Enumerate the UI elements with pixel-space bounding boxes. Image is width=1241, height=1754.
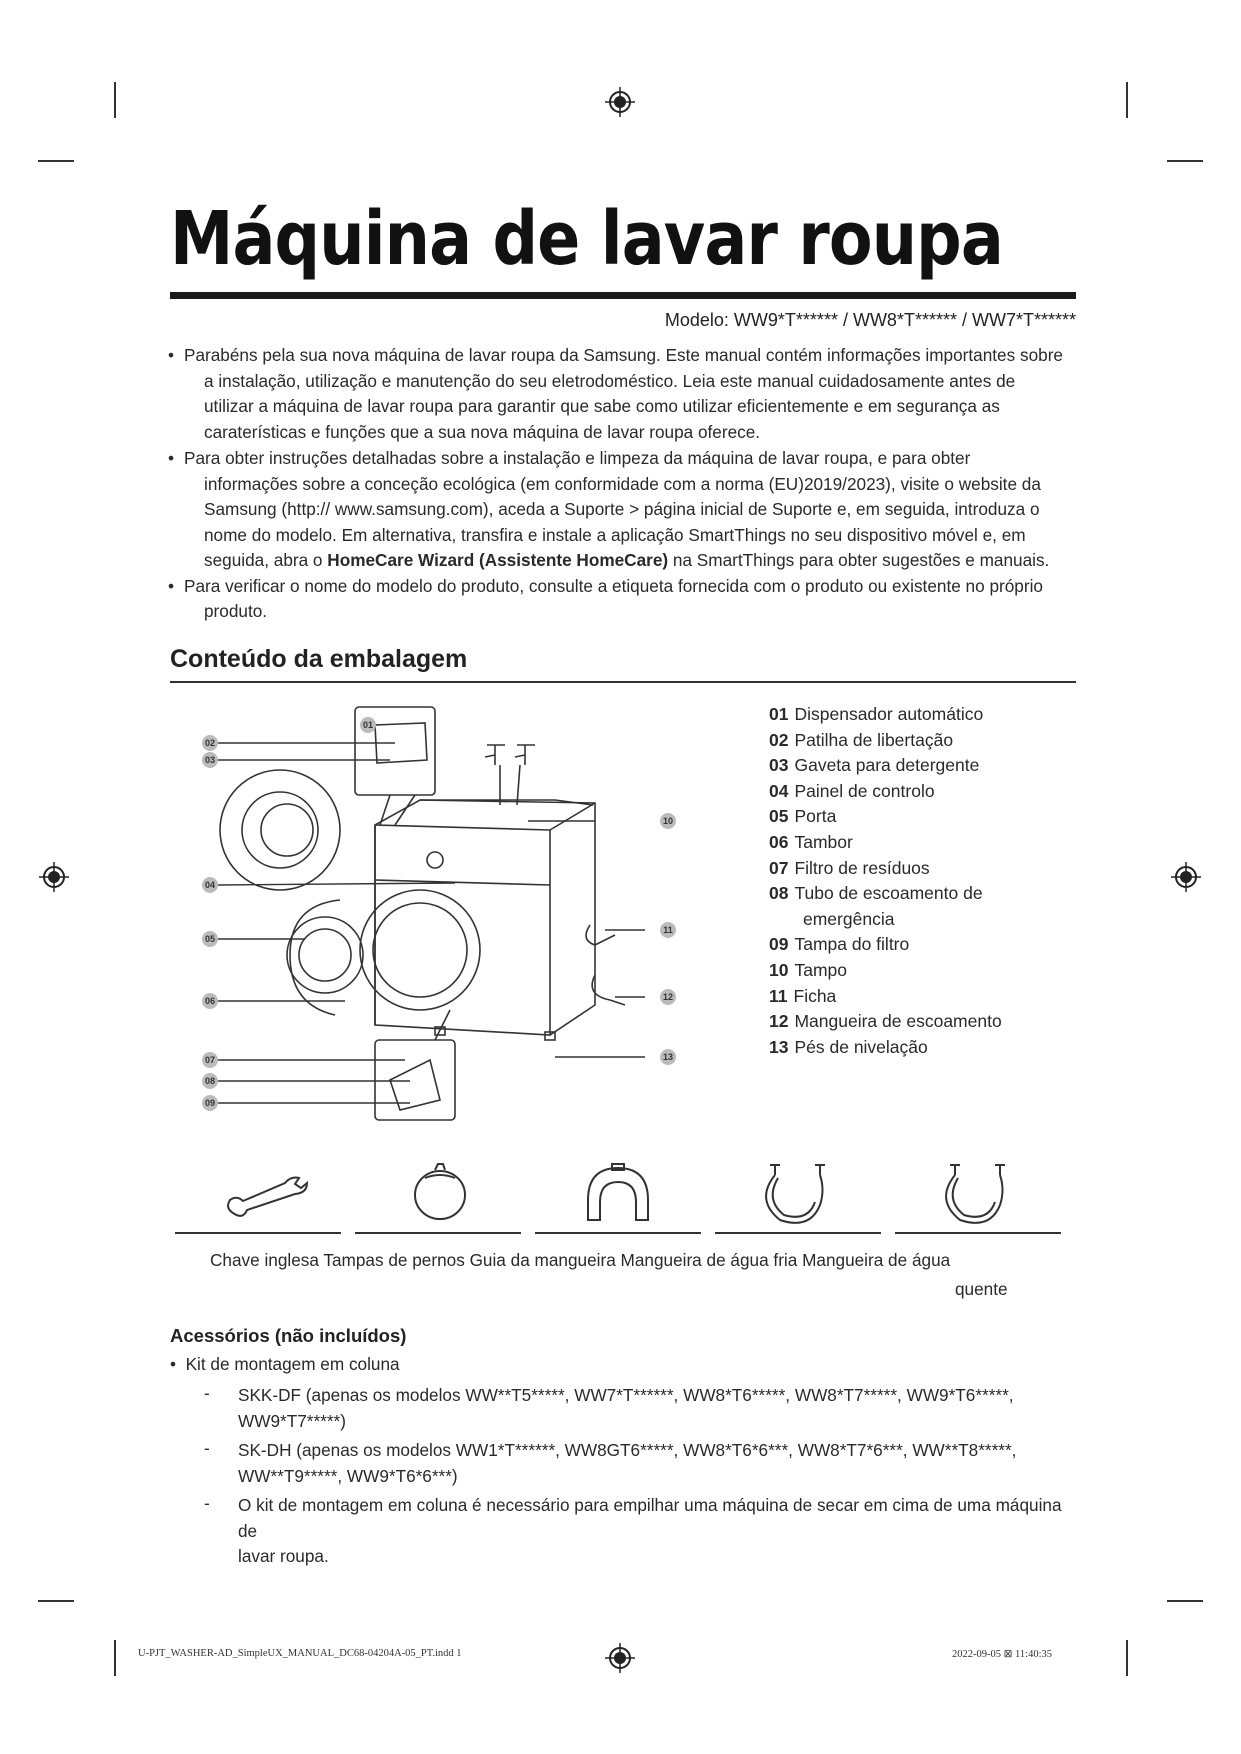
callout-11 [660,922,676,938]
crop-mark [38,160,74,162]
callout-12 [660,989,676,1005]
intro-item: • Para obter instruções detalhadas sobre a instalação e limpeza da máquina de lavar roupa, e para obter informações sobre a conceção ecológica (em conformidade com a norma (EU)2019/2023), visite o website da Samsung (http:// www.samsung.com), aceda a Suporte > página inicial de Suporte e, em seguida, introduza o nome do modelo. Em alternativa, transfira e instale a aplicação SmartThings no seu dispositivo móvel e, em seguida, abra o HomeCare Wizard (Assistente HomeCare) na SmartThings para obter sugestões e manuais. [168,448,1050,570]
svg-text:01: 01 [362,720,374,730]
callout-02 [202,735,218,751]
model-line: Modelo: WW9*T****** / WW8*T****** / WW7*T****** [664,310,1076,330]
callout-04 [202,877,218,893]
list-item: 07 Filtro de resíduos [769,857,930,878]
dash-marker: - [204,1383,210,1403]
callout-10 [660,813,676,829]
cold-water-hose-icon [760,1160,840,1230]
accessory-divider [715,1232,881,1234]
list-item: 01 Dispensador automático [769,704,984,724]
crop-mark [1167,160,1203,162]
dash-marker: - [204,1493,210,1513]
crop-mark [38,1600,74,1602]
svg-text:10: 10 [662,816,674,826]
diagram-callouts [195,705,695,1130]
list-item: 05 Porta [769,806,837,827]
kit-model-item: SK-DH (apenas os modelos WW1*T******, WW8GT6*****, WW8*T6*6***, WW8*T7*6***, WW**T8*****, WW**T9*****, WW9*T6*6***) [238,1440,1017,1486]
callout-05 [202,931,218,947]
list-item: 09 Tampa do filtro [769,934,910,955]
subsection-heading: Acessórios (não incluídos) [170,1325,407,1346]
crop-mark [114,1640,116,1676]
registration-mark-icon [1171,862,1201,892]
accessory-divider [535,1232,701,1234]
svg-text:04: 04 [204,880,216,890]
accessory-divider [895,1232,1061,1234]
svg-text:02: 02 [204,738,216,748]
svg-text:05: 05 [204,934,216,944]
crop-mark [1167,1600,1203,1602]
footer-timestamp: 2022-09-05 ⊠ 11:40:35 [952,1649,1052,1660]
page-title: Máquina de lavar roupa [170,196,1003,282]
title-rule [170,292,1076,299]
svg-text:12: 12 [662,992,674,1002]
kit-model-item: SKK-DF (apenas os modelos WW**T5*****, WW7*T******, WW8*T6*****, WW8*T7*****, WW9*T6*****, WW9*T7*****) [238,1385,1014,1431]
callout-01 [360,717,376,733]
callout-08 [202,1073,218,1089]
svg-text:03: 03 [204,755,216,765]
parts-list [769,702,1002,1060]
intro-item: • Para verificar o nome do modelo do produto, consulte a etiqueta fornecida com o produto ou existente no próprio produto. [168,575,1043,621]
hose-guide-icon [578,1160,658,1228]
crop-mark [1126,1640,1128,1676]
accessory-captions: Chave inglesa Tampas de pernos Guia da mangueira Mangueira de água fria Mangueira de água [210,1250,951,1270]
spanner-icon [215,1168,315,1228]
intro-item: • Parabéns pela sua nova máquina de lavar roupa da Samsung. Este manual contém informações importantes sobre a instalação, utilização e manutenção do seu eletrodoméstico. Leia este manual cuidadosamente antes de utilizar a máquina de lavar roupa para garantir que sabe como utilizar eficientemente e em segurança as caraterísticas e funções que a sua nova máquina de lavar roupa oferece. [168,345,1063,442]
accessory-caption-cont: quente [955,1279,1008,1299]
registration-mark-icon [605,1643,635,1673]
callout-13 [660,1049,676,1065]
hot-water-hose-icon [940,1160,1020,1230]
svg-text:09: 09 [204,1098,216,1108]
kit-item: • Kit de montagem em coluna [170,1354,400,1374]
list-item: 02 Patilha de libertação [769,729,954,750]
callout-07 [202,1052,218,1068]
svg-text:13: 13 [662,1052,674,1062]
accessory-divider [175,1232,341,1234]
list-item: 06 Tambor [769,831,853,852]
registration-mark-icon [39,862,69,892]
callout-leader [218,883,455,885]
kit-note-item: O kit de montagem em coluna é necessário para empilhar uma máquina de secar em cima de uma máquina de lavar roupa. [238,1495,1062,1566]
dash-marker: - [204,1438,210,1458]
bolt-cap-icon [405,1160,475,1225]
accessory-divider [355,1232,521,1234]
list-item: 13 Pés de nivelação [769,1036,928,1057]
list-item: 04 Painel de controlo [769,780,935,801]
crop-mark [1126,82,1128,118]
svg-text:11: 11 [663,925,673,935]
section-rule [170,681,1076,683]
section-heading: Conteúdo da embalagem [170,645,468,673]
list-item: emergência [803,908,895,929]
list-item: 11 Ficha [769,985,837,1006]
registration-mark-icon [605,87,635,117]
crop-mark [114,82,116,118]
svg-text:07: 07 [204,1055,216,1065]
intro-list [168,343,1068,625]
callout-06 [202,993,218,1009]
list-item: 08 Tubo de escoamento de [769,883,983,904]
svg-text:06: 06 [204,996,216,1006]
list-item: 10 Tampo [769,959,847,980]
svg-text:08: 08 [204,1076,216,1086]
callout-09 [202,1095,218,1111]
callout-03 [202,752,218,768]
footer-filename: U-PJT_WASHER-AD_SimpleUX_MANUAL_DC68-04204A-05_PT.indd 1 [138,1648,462,1659]
list-item: 12 Mangueira de escoamento [769,1011,1002,1032]
list-item: 03 Gaveta para detergente [769,755,980,776]
